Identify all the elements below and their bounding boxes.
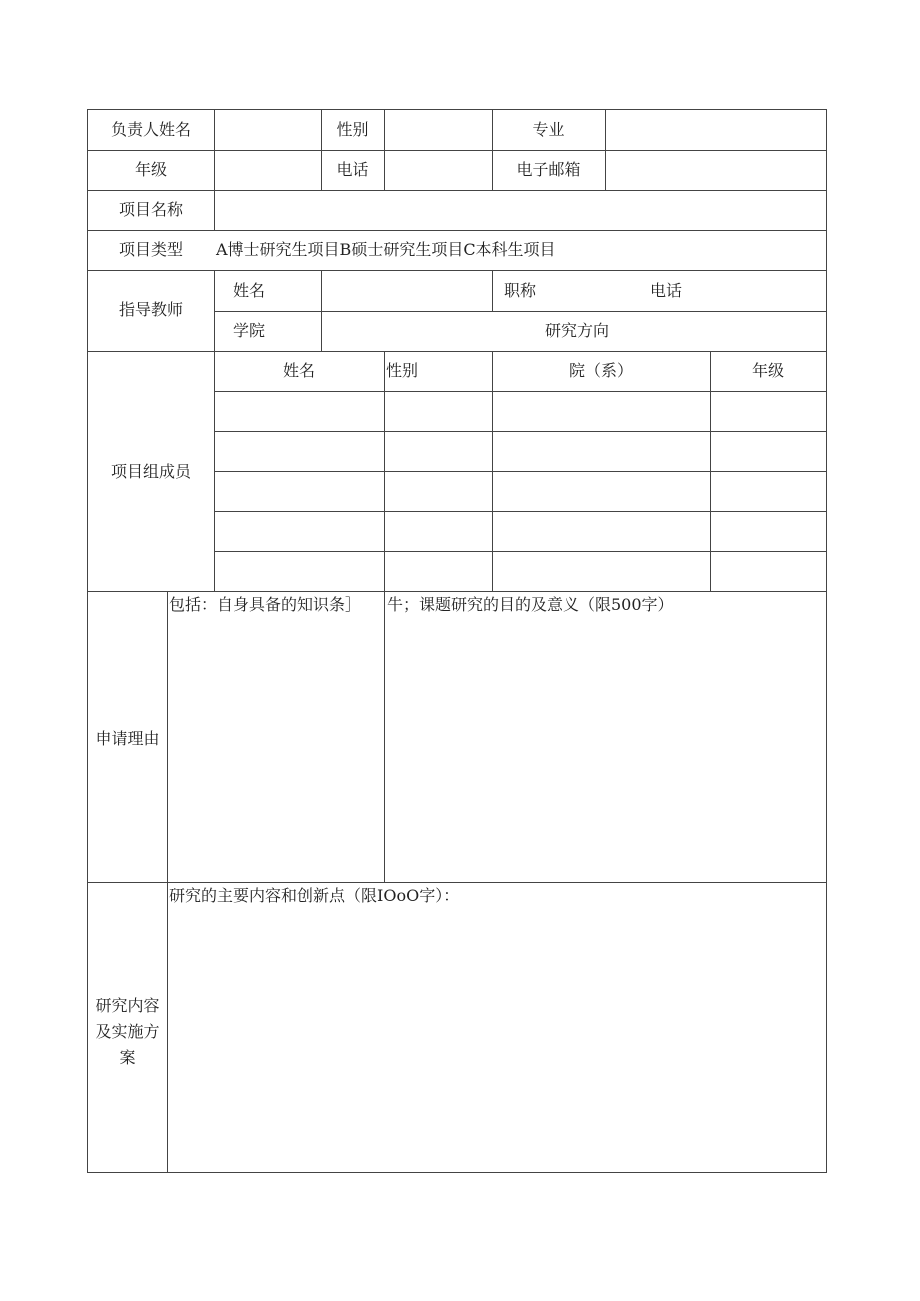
members-header-gender: 性别 (386, 361, 419, 380)
plan-label: 研究内容及实施方案 (95, 996, 160, 1067)
advisor-phone-label: 电话 (650, 281, 683, 300)
leader-name-label: 负责人姓名 (110, 120, 191, 139)
gender-label: 性别 (336, 120, 369, 139)
reason-text-right: 牛；课题研究的目的及意义（限500字） (387, 595, 674, 614)
project-type-options: A博士研究生项目B硕士研究生项目C本科生项目 (216, 240, 556, 259)
members-header-grade: 年级 (751, 361, 784, 380)
project-type-label: 项目类型 (118, 240, 183, 259)
members-header-name: 姓名 (282, 361, 315, 380)
email-label: 电子邮箱 (516, 160, 581, 179)
reason-text-left: 包括：自身具备的知识条］ (169, 595, 362, 614)
application-form (87, 109, 827, 1173)
plan-text: 研究的主要内容和创新点（限IOoO字）： (169, 886, 460, 905)
advisor-name-label: 姓名 (233, 281, 266, 300)
research-direction-label: 研究方向 (544, 321, 609, 340)
reason-label: 申请理由 (95, 729, 160, 748)
members-header-college: 院（系） (568, 361, 633, 380)
members-label: 项目组成员 (110, 462, 191, 481)
phone-label: 电话 (336, 160, 369, 179)
project-name-label: 项目名称 (118, 200, 183, 219)
advisor-title-label: 职称 (504, 281, 537, 300)
advisor-college-label: 学院 (233, 321, 266, 340)
grade-label: 年级 (134, 160, 167, 179)
advisor-label: 指导教师 (118, 300, 183, 319)
major-label: 专业 (532, 120, 565, 139)
